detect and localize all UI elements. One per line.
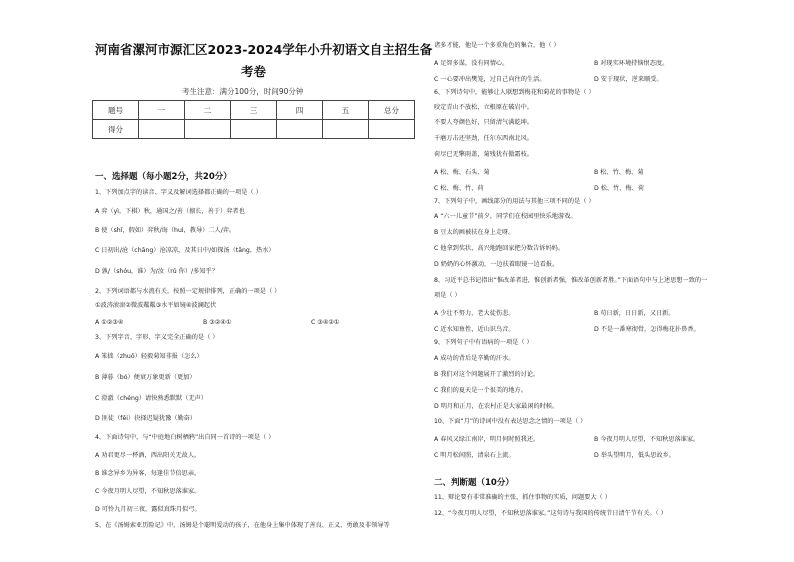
question-6: 6、下列诗句中，能够让人联想到梅花和菊花的事物是（ ） — [434, 89, 595, 96]
question-4-option-d: D 可怜九月初三夜，露似真珠月似弓。 — [95, 506, 201, 513]
question-9: 9、下列句子中有语病的一项是（ ） — [434, 339, 533, 346]
section-heading-judgement: 二、判断题（10分） — [434, 478, 514, 488]
question-6-poem-line-2: 不要人夸颜色好，只留清气满乾坤。 — [434, 119, 533, 126]
question-6-option-b: B 松、竹、梅、菊 — [594, 169, 644, 176]
score-input-cell[interactable] — [323, 120, 369, 139]
question-7-option-d: D 奶奶的心怀激动，一边扶着眼镜一边看报。 — [434, 261, 559, 268]
question-7: 7、下列句子中，画线部分的用法与其他三项不同的是（ ） — [434, 198, 595, 205]
score-header-cell: 二 — [185, 101, 231, 120]
question-10: 10、下面“月”的诗词中没有表达思念之情的一项是（ ） — [434, 418, 587, 425]
question-8-option-d: D 不是一番寒彻骨，怎得梅花扑鼻香。 — [594, 326, 700, 333]
question-2: 2、下列词语都与水流有关，按照一定规律排列，正确的一项是（ ） — [95, 288, 281, 295]
question-4-option-a: A 劝君更尽一杯酒，西出阳关无故人。 — [95, 452, 201, 459]
score-table-header-row — [93, 101, 415, 120]
question-10-option-b: B 今夜月明人尽望，不知秋思落谁家。 — [594, 436, 700, 443]
score-table-score-row — [93, 120, 415, 139]
score-input-cell[interactable] — [231, 120, 277, 139]
question-4-option-b: B 谁念异乡为异客，每逢佳节倍思亲。 — [95, 470, 201, 477]
score-header-cell: 四 — [277, 101, 323, 120]
question-7-option-b: B 豆太的画被扶在身上走呀。 — [434, 229, 515, 236]
question-1: 1、下列加点字的读音、字义及解词选择都正确的一项是（ ） — [95, 189, 262, 196]
question-10-option-c: C 明月松间照，清泉石上流。 — [434, 452, 515, 459]
question-4-option-c: C 今夜月明人尽望，不知秋思落谁家。 — [95, 488, 201, 495]
question-3-option-a: A 笨拙（zhuō）轻毅菊知非报（怎么） — [95, 353, 203, 360]
exam-note: 考生注意：满分100分，时间90分钟 — [182, 87, 304, 96]
question-2-option-a: A ①②③④ — [95, 319, 124, 326]
question-2-option-c: C ③④②① — [311, 319, 340, 326]
score-input-cell[interactable] — [185, 120, 231, 139]
exam-title-line2: 考卷 — [241, 64, 267, 79]
score-row-label: 得分 — [93, 120, 139, 139]
section-heading-choice: 一、选择题（每小题2分，共20分） — [95, 172, 232, 182]
question-1-option-a: A 弈（yì，下棋）秋，通国之/善（擅长，善于）弈者也 — [95, 208, 245, 215]
score-header-cell: 三 — [231, 101, 277, 120]
question-12: 12、“今夜月明人尽望，不知秋思落谁家。”这句诗与我国的传统节日清午节有关。（ ） — [434, 510, 667, 517]
question-6-option-a: A 松、梅、石头、菊 — [434, 169, 490, 176]
question-6-poem-line-3: 千磨万击还坚劲，任尔东西南北风。 — [434, 135, 533, 142]
question-3-option-c: C 澄澈（chéng）请快熟悉默默（无声） — [95, 395, 207, 402]
question-4: 4、下面诗句中，与“中庭地白树栖鸦”出自同一首诗的一项是（ ） — [95, 434, 275, 441]
question-2-items: ①波涛滚滚②微波粼粼③水平如镜④波澜起伏 — [95, 302, 217, 309]
score-header-cell: 五 — [323, 101, 369, 120]
question-8-option-c: C 近水知鱼性，近山识鸟音。 — [434, 326, 515, 333]
question-11: 11、辩论要有非常准确的主张，抓住事物的实质，问题要大（ ） — [434, 494, 611, 501]
question-9-option-b: B 我们对这个问题展开了激烈的讨论。 — [434, 371, 540, 378]
question-8: 8、习近平总书记指出“惟改革者进，惟创新者强，惟改革创新者胜。”下面语句中与上述思想一致的一 — [434, 277, 708, 284]
question-3-option-d: D 匪徒（fěi）抉择迟疑犹豫（勤奋） — [95, 415, 197, 422]
exam-title-line1: 河南省漯河市源汇区2023-2024学年小升初语文自主招生备 — [95, 42, 433, 57]
question-10-option-a: A 春风又绿江南岸，明月何时照我还。 — [434, 436, 540, 443]
score-input-cell[interactable] — [139, 120, 185, 139]
question-6-option-c: C 松、梅、竹、荷 — [434, 185, 484, 192]
question-6-poem-line-4: 荷尽已无擎雨盖，菊残犹有傲霜枝。 — [434, 151, 533, 158]
question-6-poem-line-1: 咬定青山不放松，立根原在破岩中。 — [434, 104, 533, 111]
question-5: 5、在《汤姆索亚历险记》中，汤姆是个聪明爱动的孩子，在他身上集中体现了善良、正义、勇敢及非领导等 — [95, 522, 390, 529]
question-6-option-d: D 松、竹、梅、荷 — [594, 185, 645, 192]
question-2-option-b: B ③②④① — [203, 319, 232, 326]
question-10-option-d: D 举头望明月，低头思故乡。 — [594, 452, 675, 459]
question-3: 3、下列字音、字形、字义完全正确的是（ ） — [95, 334, 219, 341]
question-5-continued: 诸多才能，他是一个多重角色的集合，他（ ） — [434, 42, 560, 49]
question-7-option-a: A “六一儿童节”前夕，同学们在校园里快乐地游戏。 — [434, 213, 577, 220]
question-1-option-d: D 孰/（shóu，谁）为/汝（rǔ 你）/多知乎？ — [95, 268, 218, 275]
question-9-option-c: C 我们的夏天是一个很美的地方。 — [434, 387, 527, 394]
question-3-option-b: B 薄暮（bó）便衰万象更新（更加） — [95, 374, 196, 381]
question-5-option-d: D 安于现状，逆来顺受。 — [594, 76, 663, 83]
question-1-option-b: B 使（shǐ，假如）弈秋/诲（huì，教导）二人/弈。 — [95, 227, 236, 234]
question-5-option-c: C 一心要冲出樊笼，过自己向往的生活。 — [434, 76, 546, 83]
score-input-cell[interactable] — [277, 120, 323, 139]
question-5-option-a: A 足智多谋，没有同情心。 — [434, 60, 509, 67]
score-table — [92, 100, 415, 139]
score-header-cell: 题号 — [93, 101, 139, 120]
question-7-option-c: C 他拿到奖状，高兴地跑回家把分数告诉妈妈。 — [434, 245, 565, 252]
score-header-cell: 总分 — [369, 101, 415, 120]
question-9-option-d: D 明月和正月，在农村正是大家最闲的时候。 — [434, 403, 559, 410]
question-8-option-b: B 苟日新，日日新，又日新。 — [594, 310, 675, 317]
question-5-option-b: B 对现实环境持恼恨态度。 — [594, 60, 669, 67]
score-input-cell[interactable] — [369, 120, 415, 139]
question-9-option-a: A 成功的背后是辛勤的汗水。 — [434, 355, 515, 362]
question-8-continued: 项是（ ） — [434, 292, 461, 299]
score-header-cell: 一 — [139, 101, 185, 120]
question-8-option-a: A 少壮不努力，老大徒伤悲。 — [434, 310, 515, 317]
question-1-option-c: C 日初出/沧（chāng）沧凉凉，及其日中/如探汤（tāng，热水） — [95, 247, 275, 254]
